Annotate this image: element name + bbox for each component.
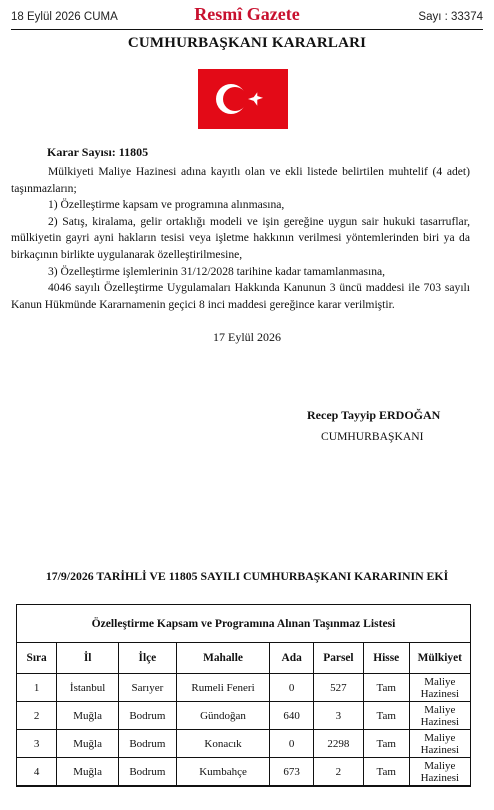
signer-name xyxy=(307,408,440,423)
table-cell: Tam xyxy=(363,758,409,786)
column-header: Ada xyxy=(270,643,314,674)
table-cell: 3 xyxy=(17,730,57,758)
table-cell: 2298 xyxy=(314,730,364,758)
turkish-flag-icon xyxy=(198,69,288,129)
property-list-caption: Özelleştirme Kapsam ve Programına Alınan Taşınmaz Listesi xyxy=(17,605,470,643)
decision-paragraph: 4046 sayılı Özelleştirme Uygulamaları Hakkında Kanunun 3 üncü maddesi ile 703 sayılı Kanun Hükmünde Kararnamenin geçici 8 inci maddesi gereğince karar verilmiştir. xyxy=(11,281,470,311)
decision-paragraph: Mülkiyeti Maliye Hazinesi adına kayıtlı olan ve ekli listede belirtilen muhtelif (4 adet) taşınmazların; xyxy=(11,165,470,195)
table-cell: 0 xyxy=(270,674,314,702)
table-cell: Gündoğan xyxy=(176,702,270,730)
decision-paragraph: 3) Özelleştirme işlemlerinin 31/12/2028 tarihine kadar tamamlanmasına, xyxy=(48,264,386,278)
table-row xyxy=(17,674,470,702)
signer-last-name: ERDOĞAN xyxy=(379,408,441,422)
table-cell: Konacık xyxy=(176,730,270,758)
table-cell: Bodrum xyxy=(119,730,177,758)
table-cell: Kumbahçe xyxy=(176,758,270,786)
table-cell: Maliye Hazinesi xyxy=(409,702,470,730)
table-cell: Muğla xyxy=(57,758,119,786)
signature-date: 17 Eylül 2026 xyxy=(213,330,281,344)
column-header: Parsel xyxy=(314,643,364,674)
table-row xyxy=(17,702,470,730)
decision-paragraph: 2) Satış, kiralama, gelir ortaklığı modeli ve işin gereğine uygun sair hukuki tasarruflar, mülkiyetin gayri ayni hakların tesisi veya işletme hakkının verilmesi yöntemlerinden biri ya da birkaçının birlikte uygulanarak özelleştirilmesine, xyxy=(11,214,470,261)
column-header: Mülkiyet xyxy=(409,643,470,674)
annex-title: 17/9/2026 TARİHLİ VE 11805 SAYILI CUMHURBAŞKANI KARARININ EKİ xyxy=(45,569,449,583)
signer-first-name: Recep Tayyip xyxy=(307,408,377,422)
column-header: İlçe xyxy=(119,643,177,674)
table-cell: Maliye Hazinesi xyxy=(409,758,470,786)
decision-body xyxy=(11,164,470,313)
gazette-header xyxy=(11,4,483,30)
table-row xyxy=(17,758,470,786)
table-cell: 640 xyxy=(270,702,314,730)
table-cell: Muğla xyxy=(57,702,119,730)
property-list xyxy=(16,604,471,787)
table-cell: Tam xyxy=(363,730,409,758)
table-cell: Maliye Hazinesi xyxy=(409,730,470,758)
section-title: CUMHURBAŞKANI KARARLARI xyxy=(127,35,367,51)
signer-title: CUMHURBAŞKANI xyxy=(321,430,424,443)
decision-paragraph: 1) Özelleştirme kapsam ve programına alınmasına, xyxy=(48,198,285,212)
table-cell: 0 xyxy=(270,730,314,758)
table-cell: Maliye Hazinesi xyxy=(409,674,470,702)
table-cell: Sarıyer xyxy=(119,674,177,702)
table-cell: 3 xyxy=(314,702,364,730)
table-cell: 673 xyxy=(270,758,314,786)
property-table xyxy=(17,643,470,786)
table-cell: Rumeli Feneri xyxy=(176,674,270,702)
table-header-row xyxy=(17,643,470,674)
table-cell: 2 xyxy=(314,758,364,786)
issue-number: Sayı : 33374 xyxy=(418,11,483,23)
decision-number: Karar Sayısı: 11805 xyxy=(47,145,149,159)
header-divider xyxy=(11,29,483,30)
column-header: Mahalle xyxy=(176,643,270,674)
table-cell: İstanbul xyxy=(57,674,119,702)
column-header: Hisse xyxy=(363,643,409,674)
table-cell: 4 xyxy=(17,758,57,786)
column-header: Sıra xyxy=(17,643,57,674)
table-cell: Tam xyxy=(363,674,409,702)
issue-date: 18 Eylül 2026 CUMA xyxy=(11,11,118,23)
column-header: İl xyxy=(57,643,119,674)
table-cell: Tam xyxy=(363,702,409,730)
table-cell: Bodrum xyxy=(119,758,177,786)
table-cell: 2 xyxy=(17,702,57,730)
table-cell: 527 xyxy=(314,674,364,702)
table-cell: Muğla xyxy=(57,730,119,758)
table-cell: 1 xyxy=(17,674,57,702)
table-row xyxy=(17,730,470,758)
masthead: Resmî Gazete xyxy=(194,4,300,24)
table-cell: Bodrum xyxy=(119,702,177,730)
